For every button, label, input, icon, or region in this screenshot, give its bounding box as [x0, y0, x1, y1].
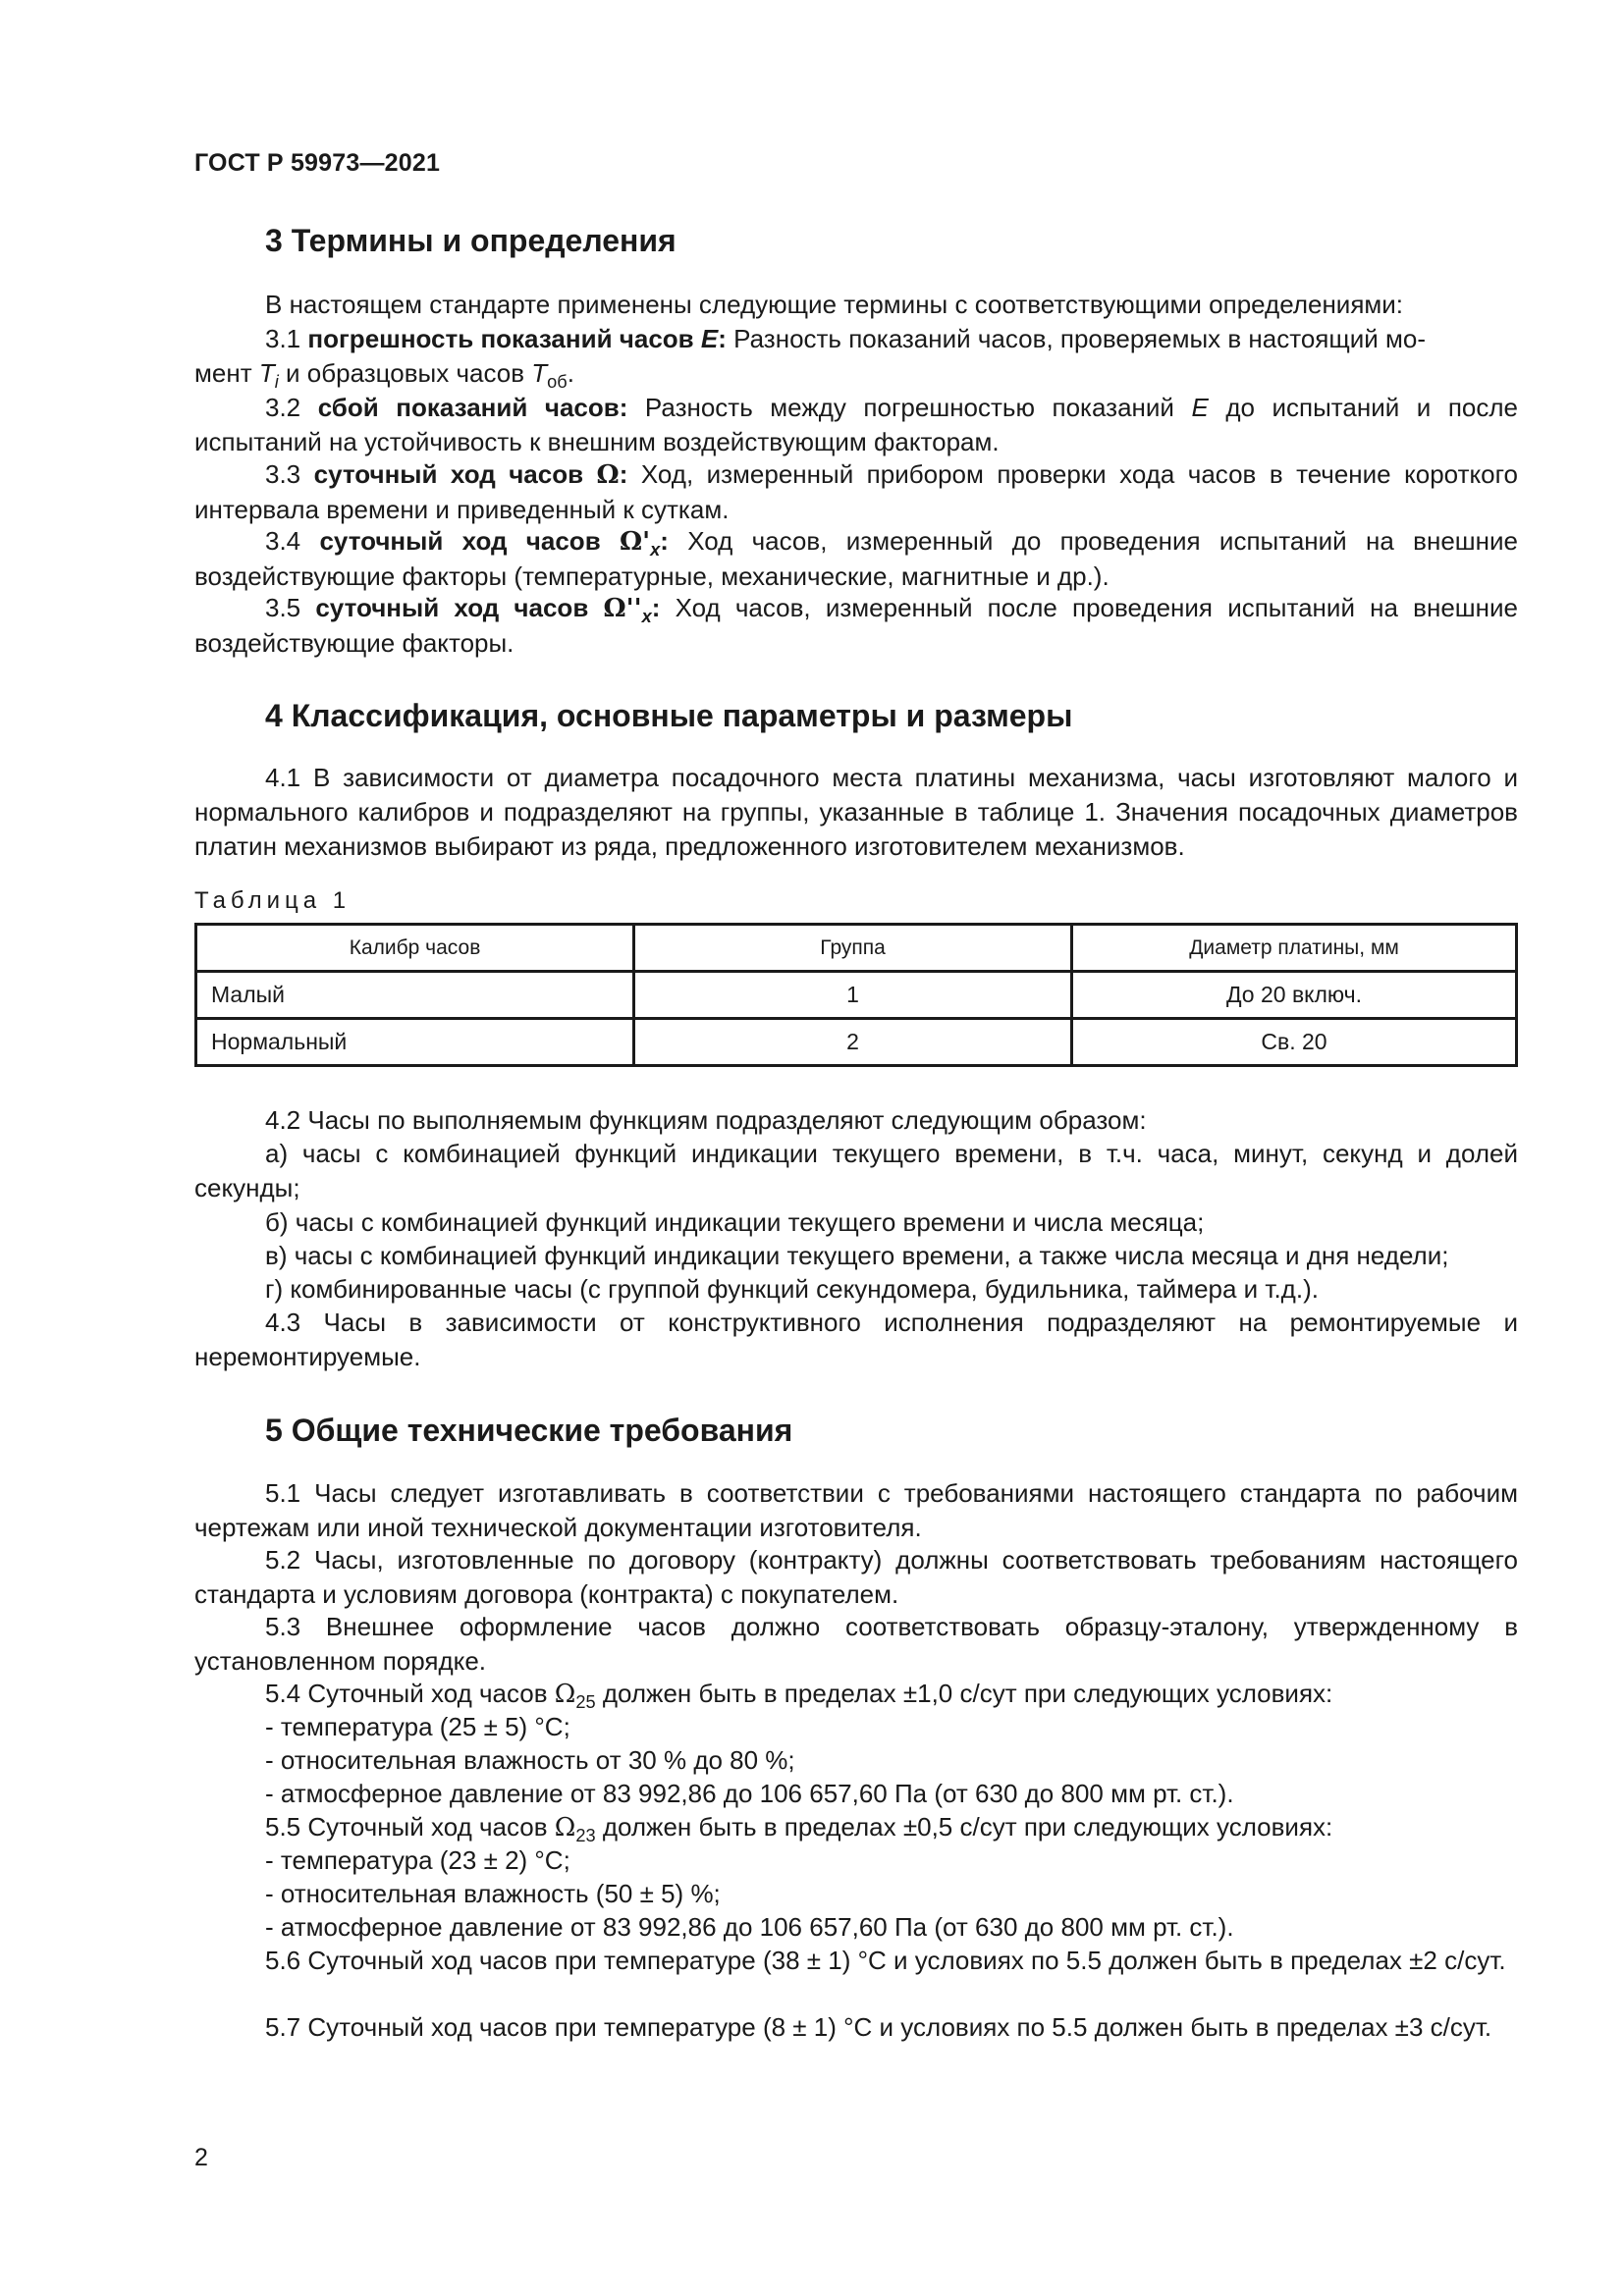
page-number: 2	[194, 2144, 208, 2171]
table-header-cell: Диаметр платины, мм	[1072, 925, 1517, 972]
para-5-2: 5.2 Часы, изготовленные по договору (контракту) должны соответствовать требованиям настоящего стандарта и условиям договора (контракта) с покупателем.	[194, 1545, 1518, 1609]
para-4-1: 4.1 В зависимости от диаметра посадочного места платины механизма, часы изготовляют малого и нормального калибров и подразделяют на группы, указанные в таблице 1. Значения посадочных диаметров платин механизмов выбирают из ряда, предложенного изготовителем механизмов.	[194, 763, 1518, 861]
term-3-1: 3.1 погрешность показаний часов E: Разность показаний часов, проверяемых в настоящий мо- мент $T_i$ и образцовых часов $T_{об}$.	[194, 324, 1427, 393]
para-4-2-c: в) часы с комбинацией функций индикации текущего времени, а также числа месяца и дня недели;	[265, 1241, 1449, 1270]
term-3-4: 3.4 суточный ход часов $\Omega'_x$: Ход часов, измеренный до проведения испытаний на внешние воздействующие факторы (температурные, механические, магнитные и др.).	[194, 526, 1518, 591]
term-3-2: 3.2 сбой показаний часов: Разность между погрешностью показаний E до испытаний и после испытаний на устойчивость к внешним воздействующим факторам.	[194, 393, 1518, 456]
para-4-2-b: б) часы с комбинацией функций индикации текущего времени и числа месяца;	[265, 1207, 1205, 1237]
section-3-title: 3 Термины и определения	[265, 223, 677, 258]
table-row	[196, 972, 1517, 1019]
table-cell: Малый	[196, 972, 634, 1019]
s3-intro: В настоящем стандарте применены следующие термины с соответствующими определениями:	[265, 290, 1404, 319]
section-5-title: 5 Общие технические требования	[265, 1413, 793, 1448]
para-5-6: 5.6 Суточный ход часов при температуре (38 ± 1) °С и условиях по 5.5 должен быть в пределах ±2 с/сут.	[265, 1946, 1506, 1975]
para-5-5-item: - атмосферное давление от 83 992,86 до 106 657,60 Па (от 630 до 800 мм рт. ст.).	[265, 1912, 1234, 1942]
para-4-2-a: а) часы с комбинацией функций индикации текущего времени, в т.ч. часа, минут, секунд и долей секунды;	[194, 1139, 1518, 1202]
para-5-7: 5.7 Суточный ход часов при температуре (8 ± 1) °С и условиях по 5.5 должен быть в пределах ±3 с/сут.	[265, 2012, 1492, 2042]
para-4-2-d: г) комбинированные часы (с группой функций секундомера, будильника, таймера и т.д.).	[265, 1274, 1319, 1304]
table-cell: Нормальный	[196, 1019, 634, 1066]
para-4-2: 4.2 Часы по выполняемым функциям подразделяют следующим образом:	[265, 1105, 1147, 1135]
para-5-3: 5.3 Внешнее оформление часов должно соответствовать образцу-эталону, утвержденному в установленном порядке.	[194, 1612, 1518, 1676]
table-caption: Таблица 1	[194, 887, 352, 914]
para-5-4: 5.4 Суточный ход часов $\Omega_{25}$ должен быть в пределах ±1,0 с/сут при следующих условиях:	[265, 1679, 1333, 1713]
document-header: ГОСТ Р 59973—2021	[194, 149, 441, 177]
para-5-5-item: - температура (23 ± 2) °С;	[265, 1845, 570, 1875]
table-header-row	[196, 925, 1517, 972]
table-cell: 1	[634, 972, 1072, 1019]
table-cell: Св. 20	[1072, 1019, 1517, 1066]
para-5-4-item: - относительная влажность от 30 % до 80 %;	[265, 1745, 795, 1775]
para-5-5-item: - относительная влажность (50 ± 5) %;	[265, 1879, 721, 1908]
para-5-4-item: - температура (25 ± 5) °С;	[265, 1712, 570, 1741]
term-3-3: 3.3 суточный ход часов Ω: Ход, измеренный прибором проверки хода часов в течение короткого интервала времени и приведенный к суткам.	[194, 459, 1518, 524]
table-row	[196, 1019, 1517, 1066]
term-3-5: 3.5 суточный ход часов $\Omega''_x$: Ход часов, измеренный после проведения испытаний на внешние воздействующие факторы.	[194, 593, 1518, 658]
table-1	[194, 923, 1518, 1067]
table-cell: 2	[634, 1019, 1072, 1066]
para-5-5: 5.5 Суточный ход часов $\Omega_{23}$ должен быть в пределах ±0,5 с/сут при следующих условиях:	[265, 1812, 1333, 1846]
para-5-4-item: - атмосферное давление от 83 992,86 до 106 657,60 Па (от 630 до 800 мм рт. ст.).	[265, 1779, 1234, 1808]
section-4-title: 4 Классификация, основные параметры и размеры	[265, 698, 1073, 733]
table-header-cell: Группа	[634, 925, 1072, 972]
para-4-3: 4.3 Часы в зависимости от конструктивного исполнения подразделяют на ремонтируемые и неремонтируемые.	[194, 1308, 1518, 1371]
table-header-cell: Калибр часов	[196, 925, 634, 972]
para-5-1: 5.1 Часы следует изготавливать в соответствии с требованиями настоящего стандарта по рабочим чертежам или иной технической документации изготовителя.	[194, 1478, 1518, 1542]
table-cell: До 20 включ.	[1072, 972, 1517, 1019]
